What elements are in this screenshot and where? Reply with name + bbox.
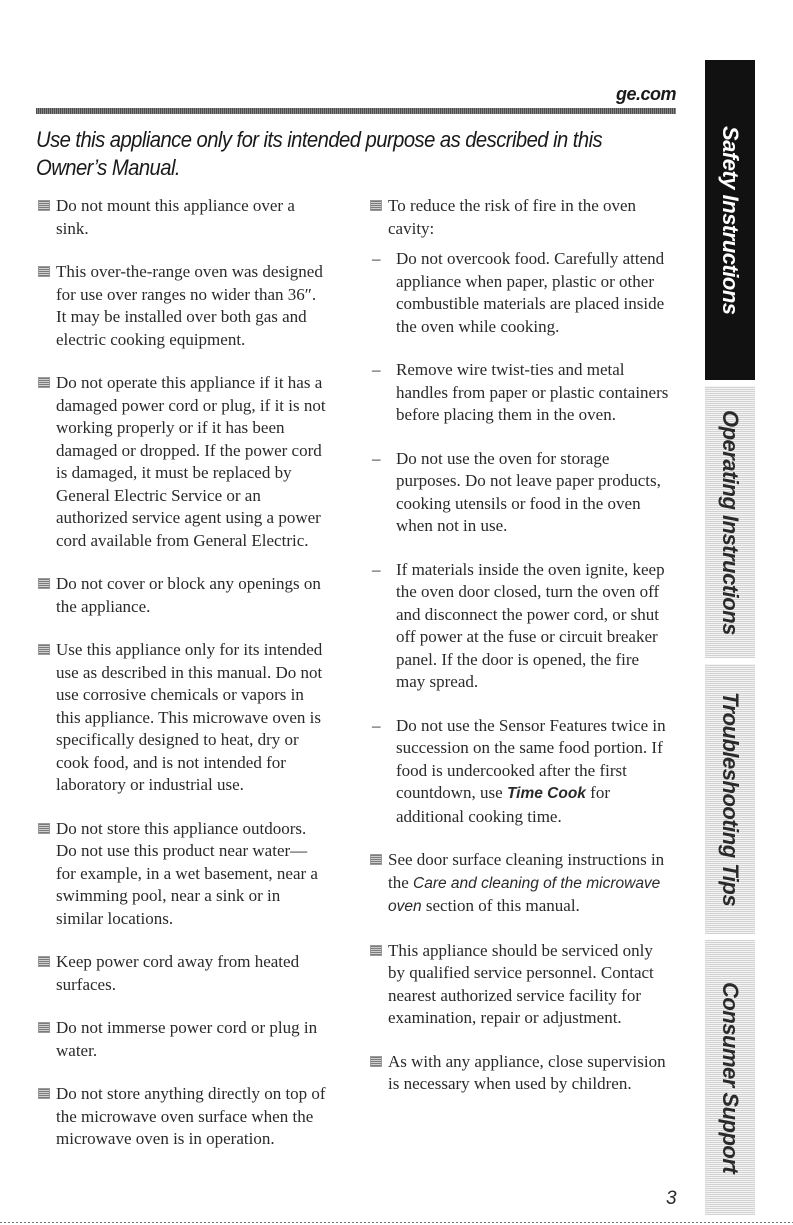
list-item: This appliance should be serviced only by qualified service personnel. Contact nearest authorized service facility for examination, repair or adjustment.: [370, 940, 670, 1030]
dash-marker: –: [372, 249, 381, 268]
tab-safety-instructions[interactable]: Safety Instructions: [705, 60, 755, 380]
tab-operating-instructions[interactable]: Operating Instructions: [705, 386, 755, 658]
sub-list-item: – Do not overcook food. Carefully attend appliance when paper, plastic or other combustible materials are placed inside the oven while cooking.: [372, 249, 665, 336]
header-rule: [36, 108, 676, 114]
bullet-icon: [38, 956, 50, 967]
bullet-icon: [38, 200, 50, 211]
list-item: Do not operate this appliance if it has a damaged power cord or plug, if it is not working properly or if it has been damaged or dropped. If the power cord is damaged, it must be replaced by General Electric Service or an authorized service agent using a power cord available from General Electric.: [38, 372, 326, 552]
sub-list-item: – Do not use the oven for storage purposes. Do not leave paper products, cooking utensils or food in the oven when not in use.: [372, 448, 661, 535]
list-item: Do not store this appliance outdoors. Do not use this product near water—for example, in a wet basement, near a swimming pool, near a sink or in similar locations.: [38, 818, 326, 931]
page-number: 3: [666, 1188, 677, 1209]
list-item: To reduce the risk of fire in the oven cavity:: [370, 195, 670, 240]
time-cook-label: Time Cook: [506, 785, 586, 802]
sub-list-item: – If materials inside the oven ignite, keep the oven door closed, turn the oven off and disconnect the power cord, or shut off power at the fuse or circuit breaker panel. If the door is opened, the fire may spread.: [372, 559, 665, 691]
bullet-icon: [38, 644, 50, 655]
section-tabs: [705, 60, 755, 1215]
list-item: Keep power cord away from heated surfaces.: [38, 951, 326, 996]
left-column: [38, 195, 326, 1172]
bullet-icon: [38, 266, 50, 277]
list-item: Do not store anything directly on top of the microwave oven surface when the microwave oven is in operation.: [38, 1083, 326, 1151]
dash-marker: –: [372, 448, 381, 468]
bullet-icon: [38, 377, 50, 388]
list-item: As with any appliance, close supervision is necessary when used by children.: [370, 1051, 670, 1096]
bullet-icon: [370, 1056, 382, 1067]
dash-marker: –: [372, 360, 381, 379]
tab-troubleshooting-tips[interactable]: Troubleshooting Tips: [705, 664, 755, 934]
list-item: Do not immerse power cord or plug in water.: [38, 1017, 326, 1062]
list-item: Do not mount this appliance over a sink.: [38, 195, 326, 240]
list-item: See door surface cleaning instructions in the Care and cleaning of the microwave oven section of this manual.: [370, 849, 670, 919]
bullet-icon: [38, 578, 50, 589]
list-item: Do not cover or block any openings on the appliance.: [38, 573, 326, 618]
right-column: [370, 195, 670, 1117]
bullet-icon: [38, 1088, 50, 1099]
list-item: This over-the-range oven was designed for use over ranges no wider than 36″. It may be installed over both gas and electric cooking equipment.: [38, 261, 326, 351]
bullet-icon: [370, 945, 382, 956]
list-item: Use this appliance only for its intended use as described in this manual. Do not use corrosive chemicals or vapors in this appliance. This microwave oven is specifically designed to heat, dry or cook food, and is not intended for laboratory or industrial use.: [38, 639, 326, 797]
tab-consumer-support[interactable]: Consumer Support: [705, 940, 755, 1215]
sub-list-item: – Do not use the Sensor Features twice in succession on the same food portion. If food is undercooked after the first countdown, use Time Cook for additional cooking time.: [372, 715, 666, 826]
bullet-icon: [370, 854, 382, 865]
bullet-icon: [38, 1022, 50, 1033]
bullet-icon: [370, 200, 382, 211]
bullet-icon: [38, 823, 50, 834]
page-headline: Use this appliance only for its intended purpose as described in this Owner’s Manual.: [36, 127, 603, 180]
sub-list-item: – Remove wire twist-ties and metal handles from paper or plastic containers before placing them in the oven.: [372, 360, 669, 424]
dash-marker: –: [372, 559, 381, 579]
site-url: ge.com: [615, 84, 676, 104]
care-section-reference: Care and cleaning of the microwave oven: [388, 874, 661, 915]
bottom-edge: [0, 1222, 793, 1223]
dash-marker: –: [372, 715, 381, 735]
